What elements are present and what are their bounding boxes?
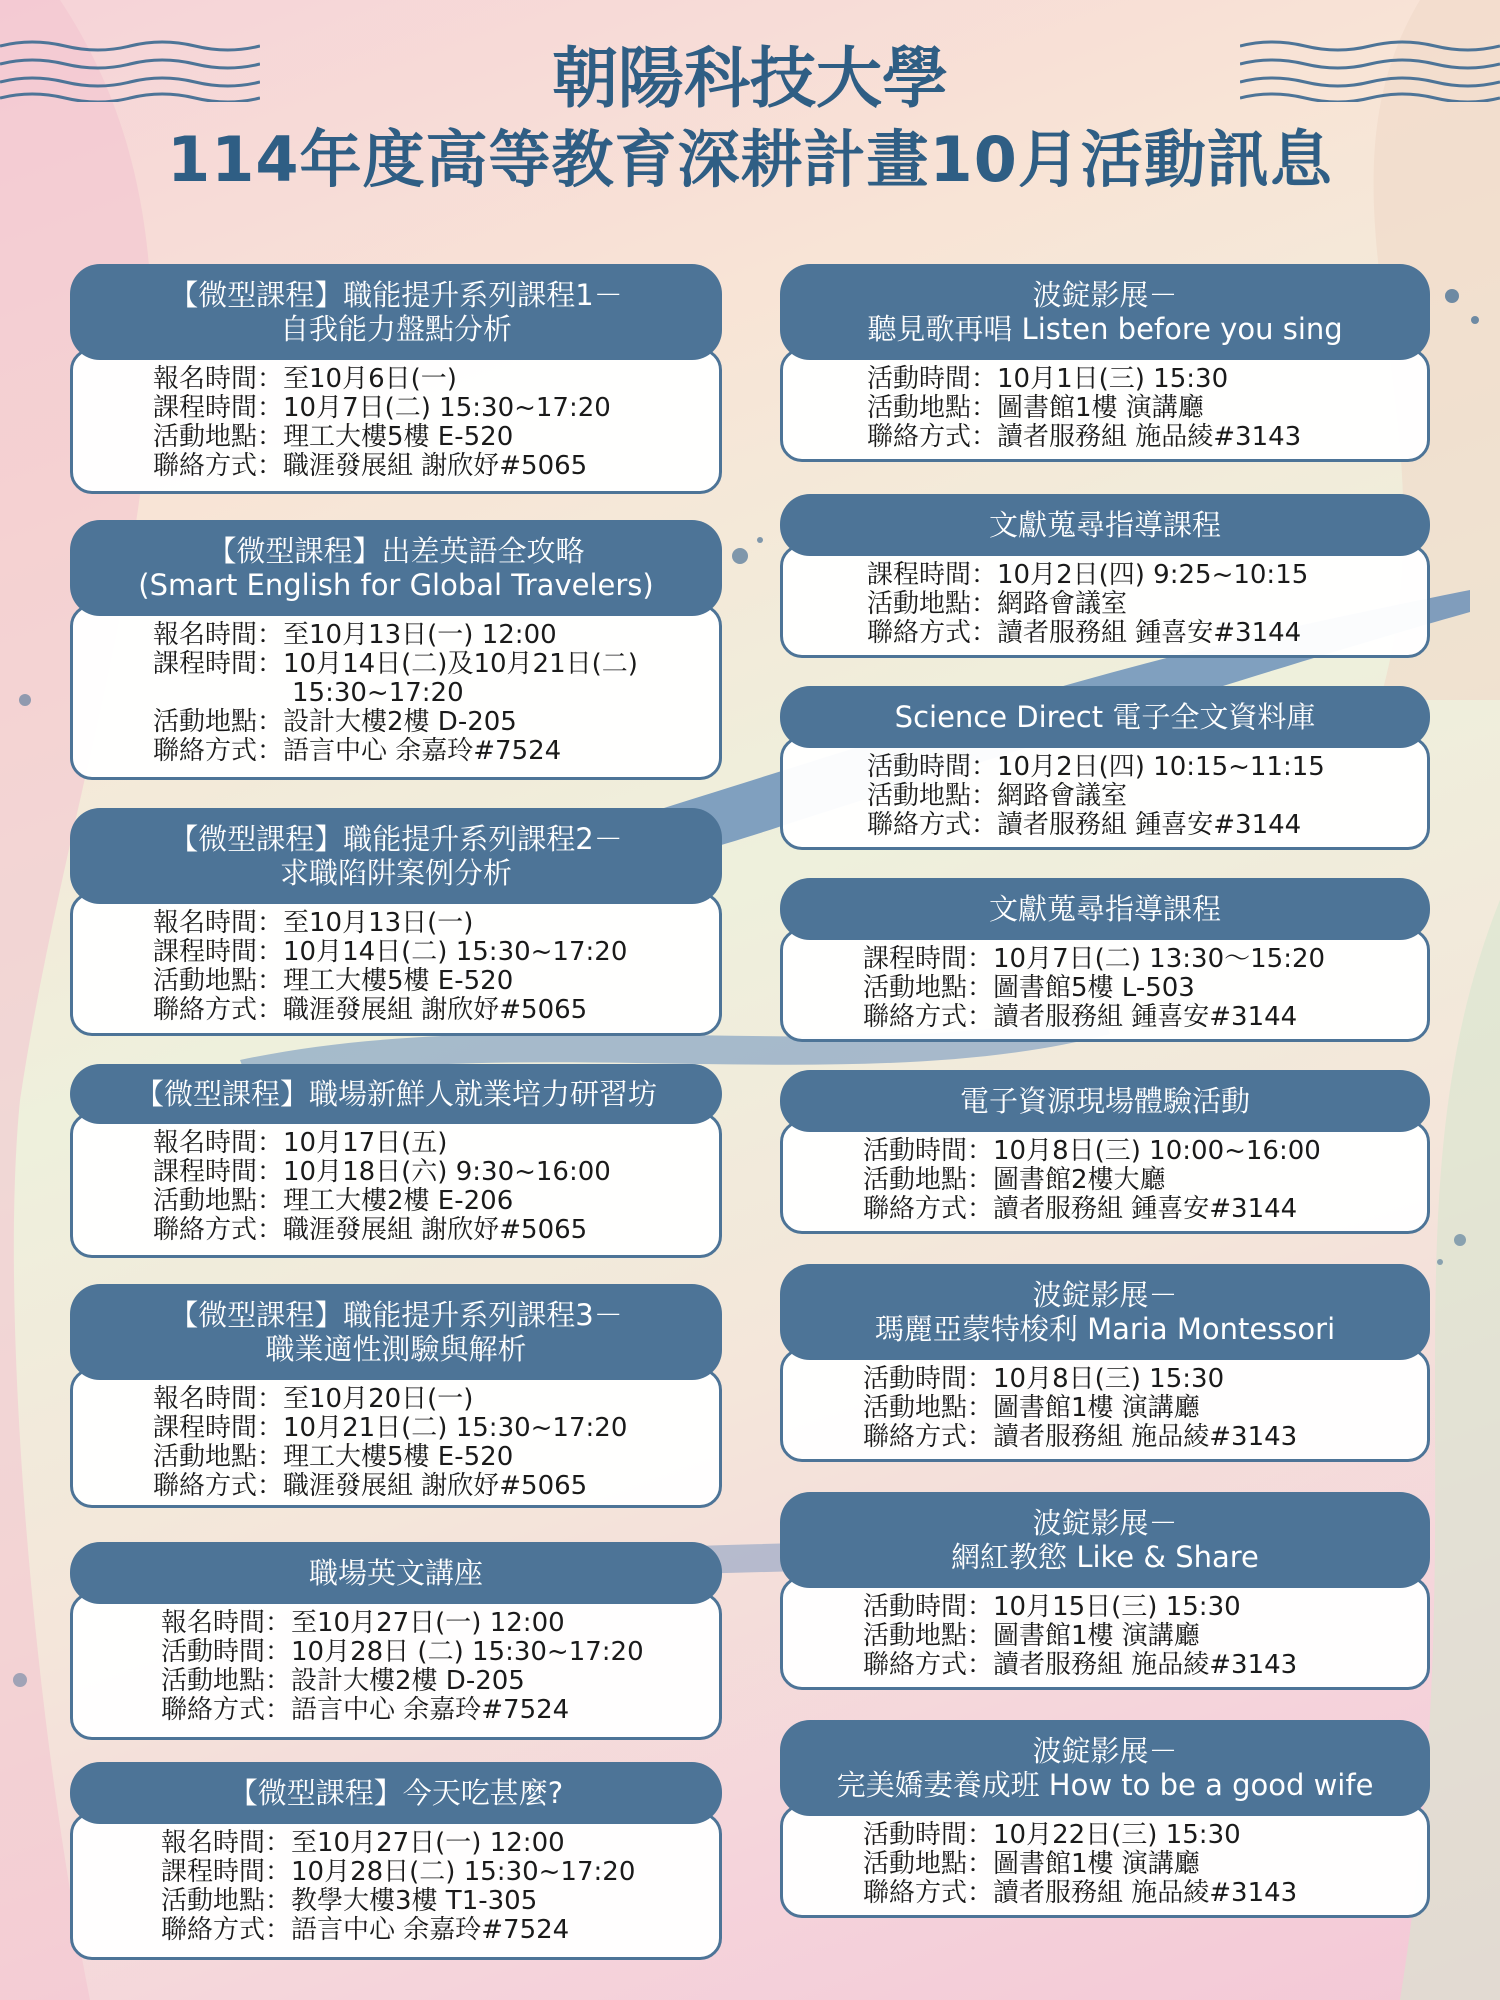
event-card bbox=[780, 686, 1430, 850]
info-line: 活動地點：圖書館1樓 演講廳 bbox=[863, 1393, 1200, 1423]
event-card bbox=[70, 520, 722, 780]
info-line: 聯絡方式：讀者服務組 施品綾#3143 bbox=[863, 1650, 1298, 1680]
event-title-line: 【微型課程】出差英語全攻略 bbox=[207, 534, 585, 568]
event-card-header bbox=[70, 1284, 722, 1380]
info-line: 活動時間：10月15日(三) 15:30 bbox=[863, 1592, 1241, 1622]
info-line: 活動時間：10月22日(三) 15:30 bbox=[863, 1820, 1241, 1850]
info-line: 報名時間：至10月13日(一) bbox=[153, 908, 474, 938]
info-line: 課程時間：10月7日(二) 15:30~17:20 bbox=[153, 393, 611, 423]
info-line: 活動時間：10月2日(四) 10:15~11:15 bbox=[867, 752, 1325, 782]
university-name: 朝陽科技大學 bbox=[552, 40, 948, 117]
info-line: 活動時間：10月8日(三) 15:30 bbox=[863, 1364, 1225, 1394]
info-line: 報名時間：至10月6日(一) bbox=[153, 364, 457, 394]
info-line: 聯絡方式：職涯發展組 謝欣妤#5065 bbox=[153, 1471, 588, 1501]
event-card-body bbox=[780, 928, 1430, 1042]
event-title-line: 聽見歌再唱 Listen before you sing bbox=[867, 312, 1343, 346]
event-title-line: 波錠影展－ bbox=[1032, 1734, 1178, 1768]
event-card bbox=[780, 1070, 1430, 1234]
info-line: 活動地點：理工大樓5樓 E-520 bbox=[153, 1442, 514, 1472]
info-line: 活動地點：理工大樓2樓 E-206 bbox=[153, 1186, 514, 1216]
event-card bbox=[780, 1264, 1430, 1462]
info-line: 活動地點：教學大樓3樓 T1-305 bbox=[161, 1886, 538, 1916]
info-line: 活動時間：10月8日(三) 10:00~16:00 bbox=[863, 1136, 1321, 1166]
info-line: 活動地點：設計大樓2樓 D-205 bbox=[153, 707, 517, 737]
event-title-line: 【微型課程】職能提升系列課程2－ bbox=[169, 822, 623, 856]
info-line: 報名時間：至10月13日(一) 12:00 bbox=[153, 620, 557, 650]
event-card-header bbox=[780, 878, 1430, 940]
info-line: 聯絡方式：讀者服務組 施品綾#3143 bbox=[863, 1878, 1298, 1908]
event-card-header bbox=[780, 1070, 1430, 1132]
event-card-header bbox=[780, 494, 1430, 556]
event-card bbox=[70, 1064, 722, 1258]
info-line: 聯絡方式：職涯發展組 謝欣妤#5065 bbox=[153, 451, 588, 481]
event-title-line: 完美嬌妻養成班 How to be a good wife bbox=[836, 1768, 1374, 1802]
event-card-header bbox=[70, 1064, 722, 1124]
event-card bbox=[70, 1284, 722, 1508]
info-line: 聯絡方式：職涯發展組 謝欣妤#5065 bbox=[153, 1215, 588, 1245]
event-card-body bbox=[780, 1576, 1430, 1690]
event-card bbox=[780, 264, 1430, 462]
event-card-body bbox=[780, 348, 1430, 462]
event-card-body bbox=[780, 544, 1430, 658]
event-title-line: 波錠影展－ bbox=[1032, 1278, 1178, 1312]
info-line: 課程時間：10月21日(二) 15:30~17:20 bbox=[153, 1413, 628, 1443]
event-card-header bbox=[780, 1492, 1430, 1588]
event-card-body bbox=[70, 604, 722, 780]
event-card-header bbox=[70, 1762, 722, 1824]
info-line: 課程時間：10月14日(二) 15:30~17:20 bbox=[153, 937, 628, 967]
event-card bbox=[780, 494, 1430, 658]
event-title-line: 電子資源現場體驗活動 bbox=[959, 1084, 1250, 1118]
info-line: 課程時間：10月7日(二) 13:30～15:20 bbox=[863, 944, 1326, 974]
page-title bbox=[0, 40, 1500, 202]
event-title-line: 網紅教慾 Like & Share bbox=[951, 1540, 1259, 1574]
info-line: 課程時間：10月18日(六) 9:30~16:00 bbox=[153, 1157, 611, 1187]
event-title-line: 職業適性測驗與解析 bbox=[265, 1332, 527, 1366]
event-card-body bbox=[70, 1112, 722, 1258]
info-line: 活動時間：10月28日 (二) 15:30~17:20 bbox=[161, 1637, 644, 1667]
event-title-line: 求職陷阱案例分析 bbox=[279, 856, 512, 890]
event-card bbox=[70, 1762, 722, 1960]
event-card-body bbox=[780, 1348, 1430, 1462]
event-card-header bbox=[70, 1542, 722, 1604]
info-line: 報名時間：10月17日(五) bbox=[153, 1128, 448, 1158]
info-line: 聯絡方式：語言中心 余嘉玲#7524 bbox=[161, 1915, 570, 1945]
event-title-line: 【微型課程】職能提升系列課程3－ bbox=[169, 1298, 623, 1332]
info-line: 活動地點：圖書館1樓 演講廳 bbox=[863, 1621, 1200, 1651]
event-card-header bbox=[70, 520, 722, 616]
info-line: 課程時間：10月2日(四) 9:25~10:15 bbox=[867, 560, 1309, 590]
event-card-body bbox=[780, 1804, 1430, 1918]
event-title-line: 【微型課程】今天吃甚麼? bbox=[228, 1776, 564, 1810]
info-line: 聯絡方式：語言中心 余嘉玲#7524 bbox=[161, 1695, 570, 1725]
info-line: 聯絡方式：讀者服務組 鍾喜安#3144 bbox=[867, 810, 1302, 840]
event-card bbox=[780, 878, 1430, 1042]
info-line: 聯絡方式：語言中心 余嘉玲#7524 bbox=[153, 736, 562, 766]
event-title-line: 波錠影展－ bbox=[1032, 278, 1178, 312]
info-line: 報名時間：至10月20日(一) bbox=[153, 1384, 474, 1414]
info-line: 聯絡方式：讀者服務組 鍾喜安#3144 bbox=[863, 1194, 1298, 1224]
event-card-header bbox=[780, 686, 1430, 748]
event-card-body bbox=[780, 736, 1430, 850]
info-line: 聯絡方式：讀者服務組 施品綾#3143 bbox=[867, 422, 1302, 452]
info-line: 活動地點：設計大樓2樓 D-205 bbox=[161, 1666, 525, 1696]
event-card-body bbox=[70, 1592, 722, 1740]
info-line: 活動地點：圖書館1樓 演講廳 bbox=[867, 393, 1204, 423]
info-line: 聯絡方式：讀者服務組 鍾喜安#3144 bbox=[863, 1002, 1298, 1032]
info-line: 聯絡方式：讀者服務組 鍾喜安#3144 bbox=[867, 618, 1302, 648]
event-title-line: 文獻蒐尋指導課程 bbox=[988, 892, 1221, 926]
event-title-line: 【微型課程】職場新鮮人就業培力研習坊 bbox=[134, 1077, 657, 1111]
event-title-line: 瑪麗亞蒙特梭利 Maria Montessori bbox=[874, 1312, 1336, 1346]
info-line: 活動地點：圖書館1樓 演講廳 bbox=[863, 1849, 1200, 1879]
event-title-line: 自我能力盤點分析 bbox=[279, 312, 512, 346]
event-card-header bbox=[70, 264, 722, 360]
event-title-line: Science Direct 電子全文資料庫 bbox=[894, 700, 1316, 734]
event-title-line: 【微型課程】職能提升系列課程1－ bbox=[169, 278, 623, 312]
info-line: 活動地點：圖書館5樓 L-503 bbox=[863, 973, 1195, 1003]
info-line: 活動地點：網路會議室 bbox=[867, 589, 1128, 619]
info-line: 活動地點：理工大樓5樓 E-520 bbox=[153, 422, 514, 452]
event-title-line: 文獻蒐尋指導課程 bbox=[988, 508, 1221, 542]
info-line: 課程時間：10月28日(二) 15:30~17:20 bbox=[161, 1857, 636, 1887]
event-card bbox=[70, 1542, 722, 1740]
info-line: 報名時間：至10月27日(一) 12:00 bbox=[161, 1608, 565, 1638]
info-line: 活動地點：網路會議室 bbox=[867, 781, 1128, 811]
event-card-body bbox=[70, 1368, 722, 1508]
info-line: 聯絡方式：讀者服務組 施品綾#3143 bbox=[863, 1422, 1298, 1452]
info-line: 聯絡方式：職涯發展組 謝欣妤#5065 bbox=[153, 995, 588, 1025]
info-line: 活動時間：10月1日(三) 15:30 bbox=[867, 364, 1229, 394]
event-card-body bbox=[70, 348, 722, 494]
info-line: 報名時間：至10月27日(一) 12:00 bbox=[161, 1828, 565, 1858]
event-title-line: 波錠影展－ bbox=[1032, 1506, 1178, 1540]
event-card-header bbox=[780, 1720, 1430, 1816]
event-title-line: 職場英文講座 bbox=[308, 1556, 483, 1590]
info-line: 課程時間：10月14日(二)及10月21日(二) bbox=[153, 649, 638, 679]
event-card-header bbox=[780, 1264, 1430, 1360]
event-title: 114年度高等教育深耕計畫10月活動訊息 bbox=[167, 123, 1333, 196]
event-card-body bbox=[70, 892, 722, 1036]
event-title-line: (Smart English for Global Travelers) bbox=[138, 568, 654, 602]
event-card bbox=[780, 1492, 1430, 1690]
event-card-header bbox=[70, 808, 722, 904]
info-line: 活動地點：理工大樓5樓 E-520 bbox=[153, 966, 514, 996]
event-card-header bbox=[780, 264, 1430, 360]
event-card-body bbox=[780, 1120, 1430, 1234]
event-card bbox=[70, 264, 722, 494]
info-line: 活動地點：圖書館2樓大廳 bbox=[863, 1165, 1166, 1195]
event-card bbox=[780, 1720, 1430, 1918]
event-card-body bbox=[70, 1812, 722, 1960]
event-card bbox=[70, 808, 722, 1036]
info-line-continuation: 15:30~17:20 bbox=[292, 678, 464, 708]
